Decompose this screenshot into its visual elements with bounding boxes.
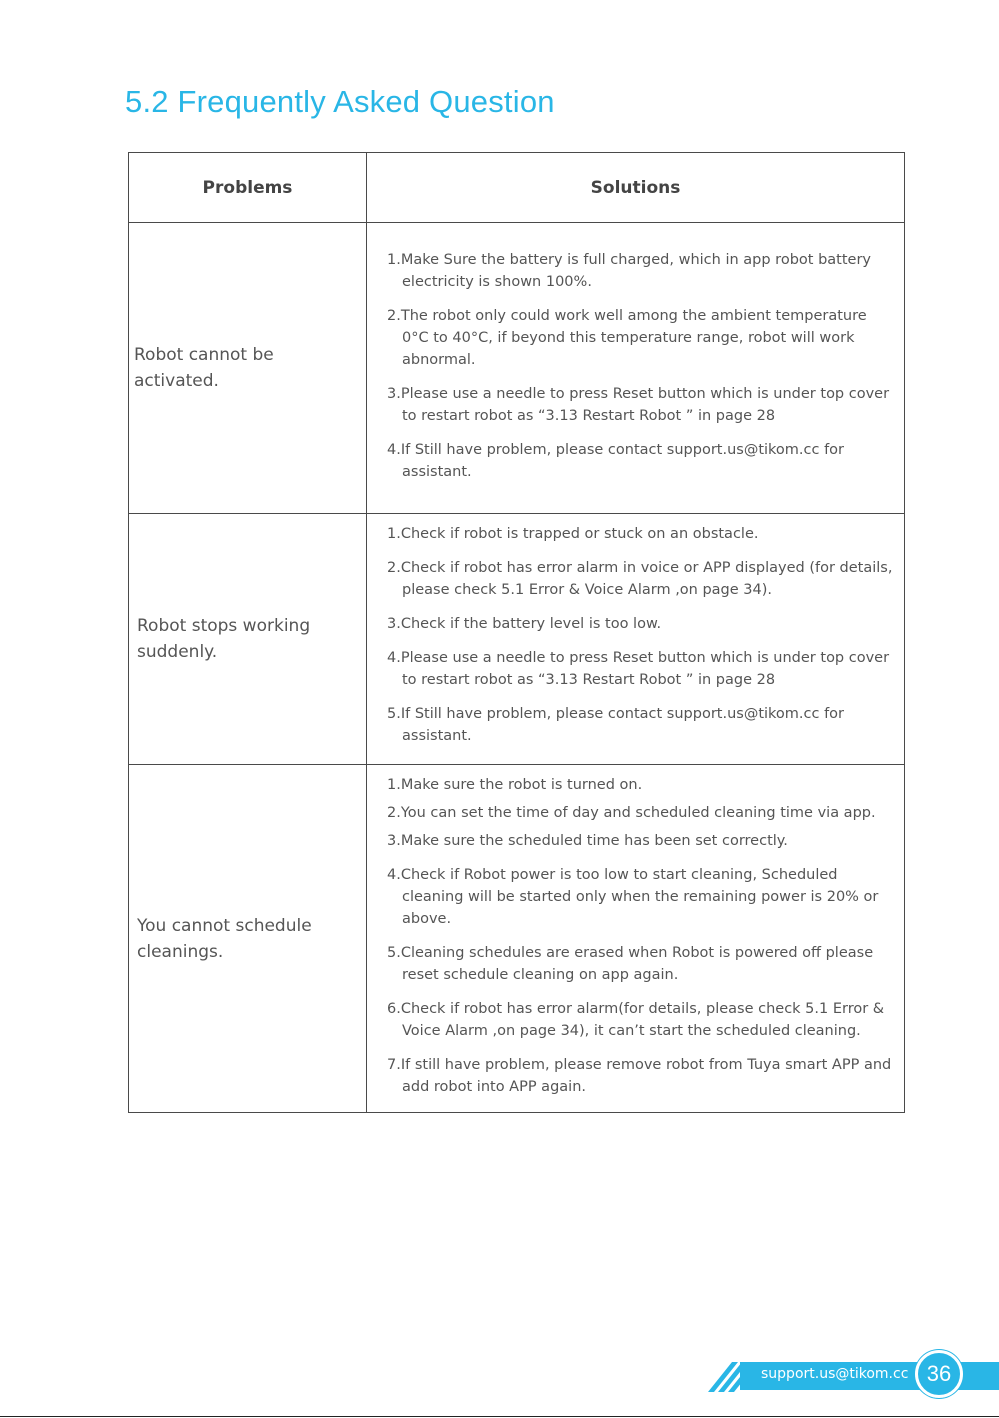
solution-item: 3.Make sure the scheduled time has been set correctly. bbox=[387, 832, 788, 849]
solution-item: 1.Make sure the robot is turned on. bbox=[387, 776, 643, 793]
table-row bbox=[129, 765, 905, 1113]
page-title: 5.2 Frequently Asked Question bbox=[125, 84, 555, 119]
solution-item: 6.Check if robot has error alarm(for details, please check 5.1 Error & Voice Alarm ,on page 34), it can’t start the scheduled cleaning. bbox=[387, 1000, 885, 1039]
solution-list bbox=[387, 519, 896, 747]
solution-item: 4.Check if Robot power is too low to start cleaning, Scheduled cleaning will be started only when the remaining power is 20% or above. bbox=[387, 866, 879, 927]
table-row bbox=[129, 514, 905, 765]
problem-cell: You cannot schedule cleanings. bbox=[129, 765, 367, 1113]
solution-item: 1.Check if robot is trapped or stuck on an obstacle. bbox=[387, 526, 759, 542]
solution-cell bbox=[367, 765, 905, 1113]
solution-list bbox=[387, 774, 896, 1098]
problem-cell: Robot stops working suddenly. bbox=[129, 514, 367, 765]
bottom-divider bbox=[0, 1416, 999, 1417]
solution-item: 5.If Still have problem, please contact support.us@tikom.cc for assistant. bbox=[387, 706, 845, 744]
solution-item: 2.The robot only could work well among the ambient temperature 0°C to 40°C, if beyond this temperature range, robot will work abnormal. bbox=[387, 308, 867, 368]
problems-header: Problems bbox=[129, 153, 367, 223]
solution-cell bbox=[367, 223, 905, 514]
solution-item: 4.Please use a needle to press Reset button which is under top cover to restart robot as “3.13 Restart Robot ” in page 28 bbox=[387, 650, 890, 688]
solution-item: 3.Please use a needle to press Reset button which is under top cover to restart robot as “3.13 Restart Robot ” in page 28 bbox=[387, 386, 890, 424]
solution-item: 3.Check if the battery level is too low. bbox=[387, 616, 662, 632]
faq-table bbox=[128, 152, 905, 1113]
solution-item: 1.Make Sure the battery is full charged, which in app robot battery electricity is shown 100%. bbox=[387, 252, 871, 290]
table-row bbox=[129, 223, 905, 514]
solution-cell bbox=[367, 514, 905, 765]
solutions-header: Solutions bbox=[367, 153, 905, 223]
solution-item: 5.Cleaning schedules are erased when Robot is powered off please reset schedule cleaning on app again. bbox=[387, 944, 874, 983]
footer-email-link[interactable]: support.us@tikom.cc bbox=[761, 1366, 909, 1382]
solution-item: 4.If Still have problem, please contact support.us@tikom.cc for assistant. bbox=[387, 442, 845, 480]
solution-list bbox=[387, 241, 896, 483]
solution-item: 2.You can set the time of day and scheduled cleaning time via app. bbox=[387, 804, 876, 821]
page-number-badge: 36 bbox=[915, 1350, 963, 1398]
solution-item: 7.If still have problem, please remove robot from Tuya smart APP and add robot into APP again. bbox=[387, 1056, 892, 1095]
problem-cell: Robot cannot be activated. bbox=[129, 223, 367, 514]
solution-item: 2.Check if robot has error alarm in voice or APP displayed (for details, please check 5.1 Error & Voice Alarm ,on page 34). bbox=[387, 560, 893, 598]
page-footer bbox=[0, 1348, 999, 1418]
table-header-row bbox=[129, 153, 905, 223]
